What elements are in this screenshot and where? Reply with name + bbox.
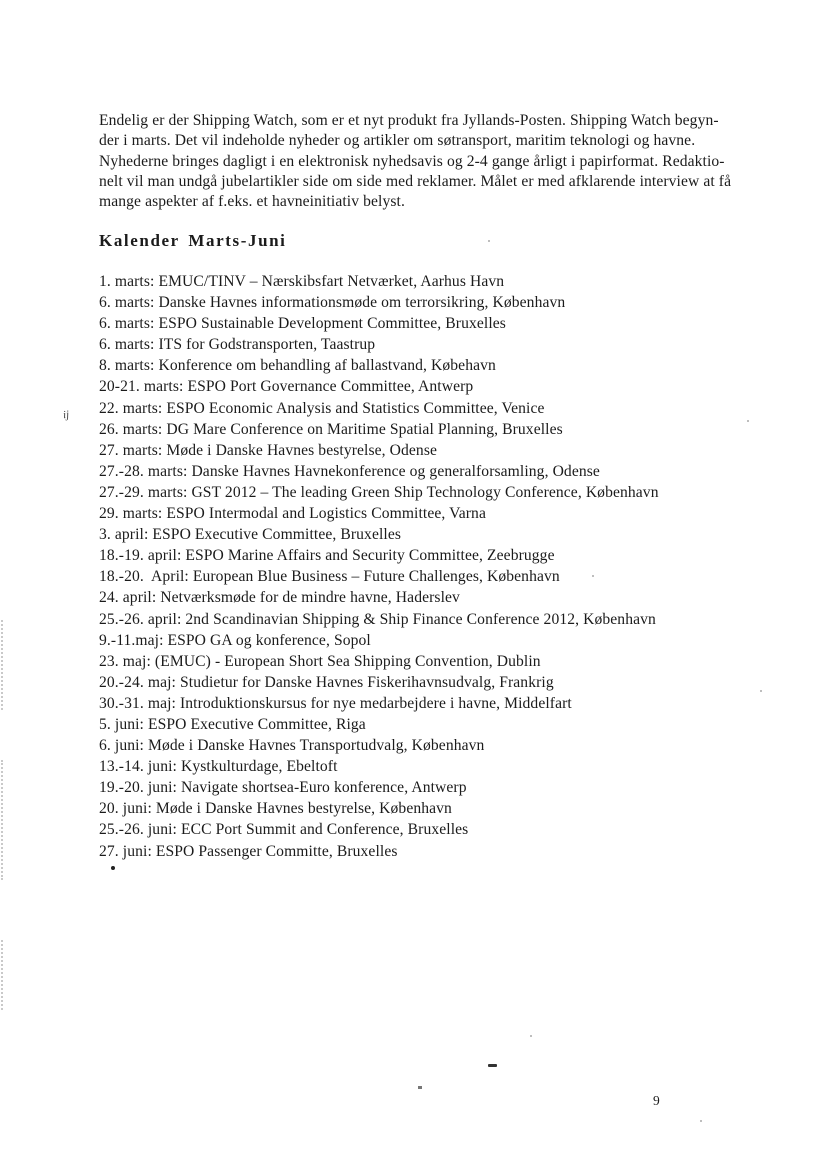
calendar-event: 20-21. marts: ESPO Port Governance Committee, Antwerp: [99, 378, 474, 396]
calendar-event: 13.-14. juni: Kystkulturdage, Ebeltoft: [99, 758, 338, 776]
calendar-event: 23. maj: (EMUC) - European Short Sea Shipping Convention, Dublin: [99, 652, 541, 670]
paragraph-line: Endelig er der Shipping Watch, som er et nyt produkt fra Jyllands-Posten. Shipping Watch begyn-: [99, 112, 719, 129]
calendar-event: 5. juni: ESPO Executive Committee, Riga: [99, 715, 366, 733]
intro-paragraph: [99, 111, 744, 212]
paragraph-line: der i marts. Det vil indeholde nyheder og artikler om søtransport, maritim teknologi og havne.: [99, 132, 696, 150]
paragraph-line: Nyhederne bringes dagligt i en elektronisk nyhedsavis og 2-4 gange årligt i papirformat. Redaktio-: [99, 152, 725, 170]
calendar-event: 25.-26. april: 2nd Scandinavian Shipping & Ship Finance Conference 2012, København: [99, 610, 656, 628]
calendar-event: 27. marts: Møde i Danske Havnes bestyrelse, Odense: [99, 441, 438, 459]
paragraph-line: mange aspekter af f.eks. et havneinitiativ belyst.: [99, 193, 405, 211]
stray-ink-tick: [418, 1086, 422, 1089]
calendar-event: 29. marts: ESPO Intermodal and Logistics Committee, Varna: [99, 505, 486, 523]
calendar-event: 3. april: ESPO Executive Committee, Bruxelles: [99, 526, 402, 544]
scan-speck: [760, 690, 762, 692]
scan-edge-artifact: [1, 620, 3, 710]
page-number: 9: [653, 1093, 660, 1108]
stray-ink-dot: [111, 866, 115, 870]
scan-speck: [488, 240, 490, 242]
scan-edge-artifact: [1, 940, 3, 1010]
calendar-event: 9.-11.maj: ESPO GA og konference, Sopol: [99, 631, 371, 649]
calendar-event: 25.-26. juni: ECC Port Summit and Conference, Bruxelles: [99, 821, 469, 839]
calendar-event: 6. marts: ITS for Godstransporten, Taastrup: [99, 336, 376, 354]
calendar-event: 27.-28. marts: Danske Havnes Havnekonference og generalforsamling, Odense: [99, 462, 600, 480]
paragraph-line: nelt vil man undgå jubelartikler side om side med reklamer. Målet er med afklarende interview at få: [99, 172, 732, 190]
calendar-event: 30.-31. maj: Introduktionskursus for nye medarbejdere i havne, Middelfart: [99, 694, 572, 712]
calendar-event: 6. juni: Møde i Danske Havnes Transportudvalg, København: [99, 737, 485, 755]
calendar-event: 19.-20. juni: Navigate shortsea-Euro konference, Antwerp: [99, 779, 467, 797]
calendar-event: 22. marts: ESPO Economic Analysis and Statistics Committee, Venice: [99, 399, 545, 417]
calendar-event: 18.-20. April: European Blue Business – Future Challenges, København: [99, 568, 560, 586]
calendar-event: 1. marts: EMUC/TINV – Nærskibsfart Netværket, Aarhus Havn: [99, 273, 505, 290]
calendar-event: 26. marts: DG Mare Conference on Maritime Spatial Planning, Bruxelles: [99, 420, 563, 438]
scan-speck: [530, 1035, 532, 1037]
calendar-event: 20.-24. maj: Studietur for Danske Havnes Fiskerihavnsudvalg, Frankrig: [99, 673, 554, 691]
calendar-event: 20. juni: Møde i Danske Havnes bestyrelse, København: [99, 800, 452, 818]
calendar-event: 27. juni: ESPO Passenger Committe, Bruxelles: [99, 842, 398, 860]
calendar-event: 18.-19. april: ESPO Marine Affairs and Security Committee, Zeebrugge: [99, 547, 555, 565]
scan-edge-artifact: [1, 760, 3, 880]
calendar-event: 6. marts: ESPO Sustainable Development Committee, Bruxelles: [99, 315, 506, 333]
calendar-event: 6. marts: Danske Havnes informationsmøde om terrorsikring, København: [99, 294, 566, 312]
margin-ink-mark: ij: [62, 408, 70, 422]
calendar-event: 27.-29. marts: GST 2012 – The leading Green Ship Technology Conference, København: [99, 483, 659, 501]
calendar-event: 24. april: Netværksmøde for de mindre havne, Haderslev: [99, 589, 460, 607]
section-heading: Kalender Marts-Juni: [99, 231, 287, 250]
stray-ink-dash: [488, 1064, 497, 1067]
event-list: [99, 271, 759, 862]
scan-speck: [700, 1120, 702, 1122]
calendar-event: 8. marts: Konference om behandling af ballastvand, Købehavn: [99, 357, 496, 375]
